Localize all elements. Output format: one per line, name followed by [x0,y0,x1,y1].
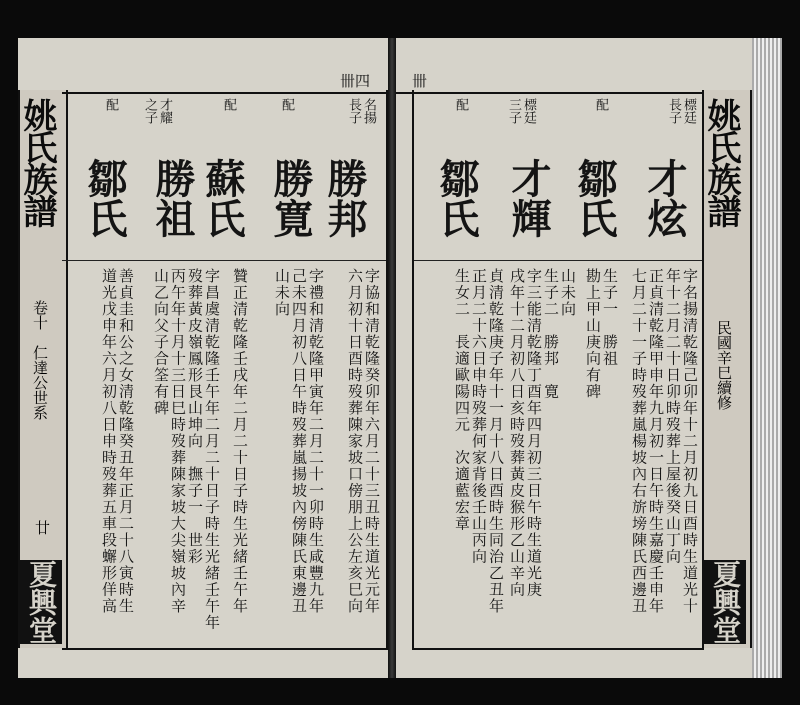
spine-note: 民國辛巳續修 [715,320,733,410]
biography: 山未向 生子二 勝邦 寛 字三能清乾隆丁酉年四月初三日午時生道光庚 戌年十二月初八日亥時歿葬黃皮猴形乙山辛向 [508,268,577,598]
book-spread [18,38,782,678]
entry-label: 配 [221,98,236,111]
person-name: 才炫 [641,158,688,238]
person-name: 鄒氏 [81,158,128,238]
biography: 字協和清乾隆癸卯年六月二十三丑時生道光元年 六月初十日酉時歿葬陳家坡口傍朋上公左亥巳向 [346,268,381,615]
book-gutter [388,38,396,678]
person-name: 蘇氏 [199,158,246,238]
spine-volume: 卷十 仁達公世系 [31,300,49,420]
entry-label: 標廷 長子 [666,98,696,124]
left-spine [18,90,68,648]
hall-name: 夏興堂 [704,560,746,644]
biography: 贊正清乾隆壬戌年二月二十日子時生光緒壬午年 [231,268,249,615]
person-name: 才輝 [505,158,552,238]
folio-number: 卌 [412,72,428,90]
person-name: 勝寛 [267,158,314,238]
biography: 字名揚清乾隆己卯年十二月初九日酉時生道光十 年十二月二十日卯時歿葬上屋後癸山丁向 正貞清乾隆甲申年九月初一日午時生嘉慶壬申年 七月二十一子時歿葬嵐楊坡內右旂塝陳氏西邊丑 [630,268,699,615]
biography: 字昌虞清乾隆壬午年二月二十日子時生光緒壬午年 歿葬黃皮嶺鳳形艮山坤向 撫子一 世彩 丙午年十月十三日巳時歿葬陳家坡大尖嶺坡內辛 山乙向父子合筌有碑 [152,268,221,631]
entry-label: 配 [103,98,118,111]
name-row-divider [62,260,386,261]
spine-title: 姚氏族譜 [701,98,741,226]
right-spine [702,90,752,648]
entry-label: 配 [593,98,608,111]
left-body [62,90,388,650]
right-body [412,90,704,650]
page-edges [752,38,782,678]
person-name: 鄒氏 [433,158,480,238]
hall-name: 夏興堂 [20,560,62,644]
left-page [18,38,388,678]
biography: 貞清乾隆庚子年十一月十八日酉時生同治乙丑年 正月二十六日申時歿葬何家背後壬山丙向 生女二 長適歐陽四元 次適藍宏章 [453,268,505,615]
person-name: 勝邦 [321,158,368,238]
biography: 善貞圭和公之女清乾隆癸丑年正月二十八寅時生 道光戊申年六月初八日申時歿葬五車段蠏形佯高 [100,268,135,615]
biography: 生子一 勝祖 勘上甲山庚向有碑 [584,268,619,400]
entry-label: 名揚 長子 [346,98,376,124]
biography: 字禮和清乾隆甲寅年二月二十一卯時生咸豐九年 己未四月初八日午時歿葬嵐揚坡內傍陳氏東邊丑 山未向 [273,268,325,615]
entry-label: 配 [453,98,468,111]
entry-label: 標廷 三子 [506,98,536,124]
entry-label: 才耀 之子 [142,98,172,124]
spine-leaf: 廿 [33,520,51,535]
right-page [396,38,782,678]
spine-title: 姚氏族譜 [17,98,57,226]
person-name: 鄒氏 [571,158,618,238]
person-name: 勝祖 [149,158,196,238]
folio-number: 卌四 [339,72,370,90]
name-row-divider [414,260,704,261]
entry-label: 配 [279,98,294,111]
